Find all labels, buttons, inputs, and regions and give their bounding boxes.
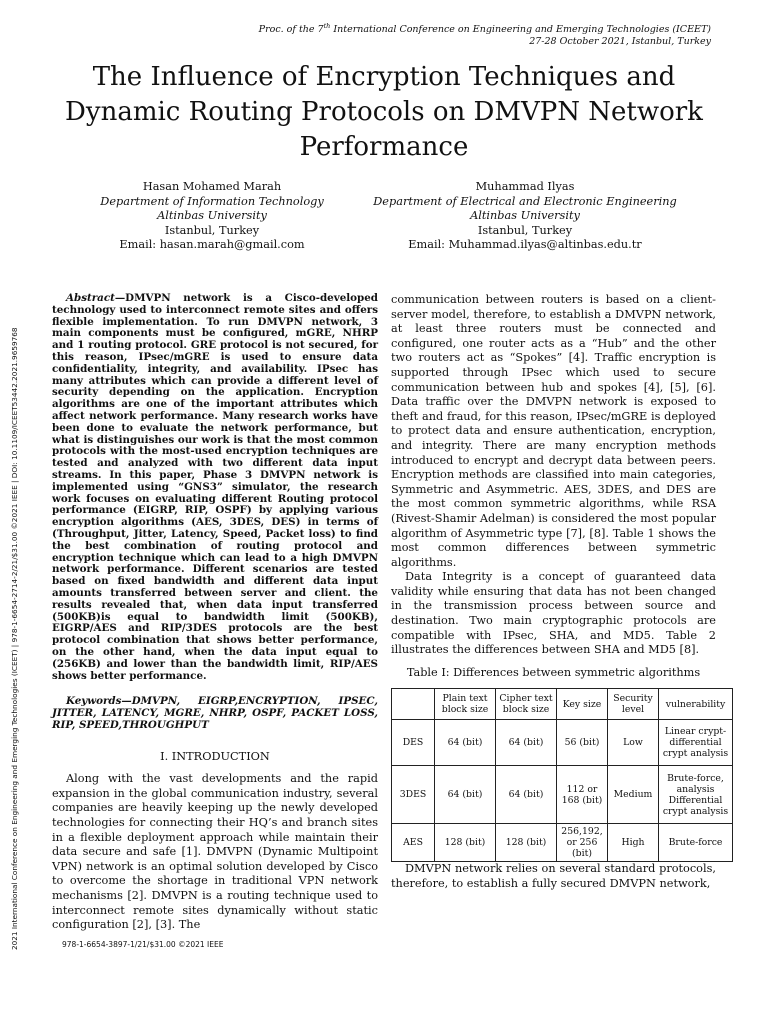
side-identifier: 2021 International Conference on Engineering and Emerging Technologies (ICEET) | 978-1-6654-2714-2/21/$31.00 ©2021 IEEE | DOI: 10.1109/ICEET53442.2021.9659768 — [10, 327, 19, 950]
section-heading: I. INTRODUCTION — [160, 749, 270, 763]
table-cell: 56 (bit) — [557, 720, 608, 766]
table-row — [392, 824, 733, 862]
table-cell: 64 (bit) — [435, 720, 496, 766]
author-name: Muhammad Ilyas — [475, 180, 575, 193]
table-cell: 64 (bit) — [496, 720, 557, 766]
author-university: Altinbas University — [157, 209, 267, 223]
author-email: Email: hasan.marah@gmail.com — [119, 238, 305, 252]
table-cell: High — [608, 824, 659, 862]
table-cell: Brute-force — [659, 824, 733, 862]
table-cell: AES — [392, 824, 435, 862]
abstract-heading: Abstract — [66, 292, 115, 304]
keywords: Keywords—DMVPN, EIGRP,ENCRYPTION, IPSEC, JITTER, LATENCY, MGRE, NHRP, OSPF, PACKET LOSS, RIP, SPEED,THROUGHPUT — [52, 695, 378, 731]
table-cell: DES — [392, 720, 435, 766]
table-header-cell: vulnerability — [659, 689, 733, 720]
author-city: Istanbul, Turkey — [164, 223, 260, 237]
table-cell: Medium — [608, 766, 659, 824]
table-cell: 128 (bit) — [496, 824, 557, 862]
abstract-text: —DMVPN network is a Cisco-developed technology used to interconnect remote sites and offers flexible implementation. To run DMVPN network, 3 main components must be configured, mGRE, NHRP and 1 routing protocol. GRE protocol is not secured, for this reason, IPsec/mGRE is used to ensure data confidentiality, integrity, and availability. IPsec has many attributes which can provide a different level of security depending on the application. Encryption algorithms are one of the important attributes which affect network performance. Many research works have been done to evaluate the network performance, but what is distinguishes our work is that the most common protocols with the most-used encryption techniques are tested and analyzed with two different data input streams. In this paper, Phase 3 DMVPN network is implemented using “GNS3” simulator, the research work focuses on evaluating different Routing protocol performance (EIGRP, RIP, OSPF) by applying various encryption algorithms (AES, 3DES, DES) in terms of (Throughput, Jitter, Latency, Speed, Packet loss) to find the best combination of routing protocol and encryption technique which can lead to a high DMVPN network performance. Different scenarios are tested based on fixed bandwidth and different data input amounts transferred between server and client. the results revealed that, when data input transferred (500KB)is equal to bandwidth limit (500KB), EIGRP/AES and RIP/3DES protocols are the best protocol combination that shows better performance, on the other hand, when the data input equal to (256KB) and lower than the bandwidth limit, RIP/AES shows better performance. — [52, 292, 378, 682]
paper-title: The Influence of Encryption Techniques and Dynamic Routing Protocols on DMVPN Network Performance — [65, 62, 703, 162]
left-column — [52, 293, 378, 933]
table-header-cell: Key size — [557, 689, 608, 720]
intro-paragraph: Along with the vast developments and the rapid expansion in the global communication industry, several companies are heavily keeping up the newly developed technologies for connecting their HQ’s and branch sites in a flexible deployment approach while maintain their data secure and safe [1]. DMVPN (Dynamic Multipoint VPN) network is an optimal solution developed by Cisco to overcome the shortage in traditional VPN network mechanisms [2]. DMVPN is a routing technique used to interconnect remote sites dynamically without static configuration [2], [3]. The — [52, 772, 378, 932]
proc-line: Proc. of the 7th International Conference on Engineering and Emerging Technologies (ICEET) — [258, 22, 711, 36]
table-cell: 64 (bit) — [496, 766, 557, 824]
conference-dates: 27-28 October 2021, Istanbul, Turkey — [529, 36, 711, 48]
body-paragraph: Data Integrity is a concept of guaranteed data validity while ensuring that data has not been changed in the transmission process between source and destination. Two main cryptographic protocols are compatible with IPsec, SHA, and MD5. Table 2 illustrates the differences between SHA and MD5 [8]. — [391, 570, 716, 657]
table-cell: Linear crypt-differential crypt analysis — [659, 720, 733, 766]
table-caption: Table I: Differences between symmetric algorithms — [406, 665, 701, 679]
table-cell: Brute-force, analysis Differential crypt analysis — [659, 766, 733, 824]
right-column — [391, 293, 729, 892]
table-header-row — [392, 689, 733, 720]
author-block-2 — [360, 180, 690, 253]
author-city: Istanbul, Turkey — [477, 223, 573, 237]
symmetric-algorithms-table — [391, 688, 733, 862]
author-university: Altinbas University — [470, 209, 580, 223]
body-paragraph: DMVPN network relies on several standard protocols, therefore, to establish a fully secured DMVPN network, — [391, 862, 716, 891]
author-block-1 — [62, 180, 362, 253]
table-header-cell: Security level — [608, 689, 659, 720]
author-email: Email: Muhammad.ilyas@altinbas.edu.tr — [408, 238, 642, 252]
table-cell: 256,192, or 256 (bit) — [557, 824, 608, 862]
table-header-cell: Plain text block size — [435, 689, 496, 720]
table-cell: 3DES — [392, 766, 435, 824]
author-name: Hasan Mohamed Marah — [142, 180, 282, 193]
conference-header — [259, 20, 711, 48]
author-department: Department of Information Technology — [100, 194, 324, 208]
body-paragraph: communication between routers is based on a client-server model, therefore, to establish a DMVPN network, at least three routers must be connected and configured, one router acts as a “Hub” and the other two routers act as “Spokes” [4]. Traffic encryption is supported through IPsec which used to secure communication between hub and spokes [4], [5], [6]. Data traffic over the DMVPN network is exposed to theft and fraud, for this reason, IPsec/mGRE is deployed to protect data and ensure authentication, encryption, and integrity. There are many encryption methods introduced to encrypt and decrypt data between peers. Encryption methods are classified into main categories, Symmetric and Asymmetric. AES, 3DES, and DES are the most common symmetric algorithms, while RSA (Rivest-Shamir Adelman) is considered the most popular algorithm of Asymmetric type [7], [8]. Table 1 shows the most common differences between symmetric algorithms. — [391, 293, 716, 569]
table-cell: 128 (bit) — [435, 824, 496, 862]
author-department: Department of Electrical and Electronic Engineering — [373, 194, 677, 208]
table-header-cell: Cipher text block size — [496, 689, 557, 720]
abstract — [52, 293, 378, 682]
table-header-cell — [392, 689, 435, 720]
table-row — [392, 720, 733, 766]
table-row — [392, 766, 733, 824]
table-cell: 112 or 168 (bit) — [557, 766, 608, 824]
table-cell: 64 (bit) — [435, 766, 496, 824]
table-cell: Low — [608, 720, 659, 766]
copyright-footer: 978-1-6654-3897-1/21/$31.00 ©2021 IEEE — [62, 940, 224, 949]
